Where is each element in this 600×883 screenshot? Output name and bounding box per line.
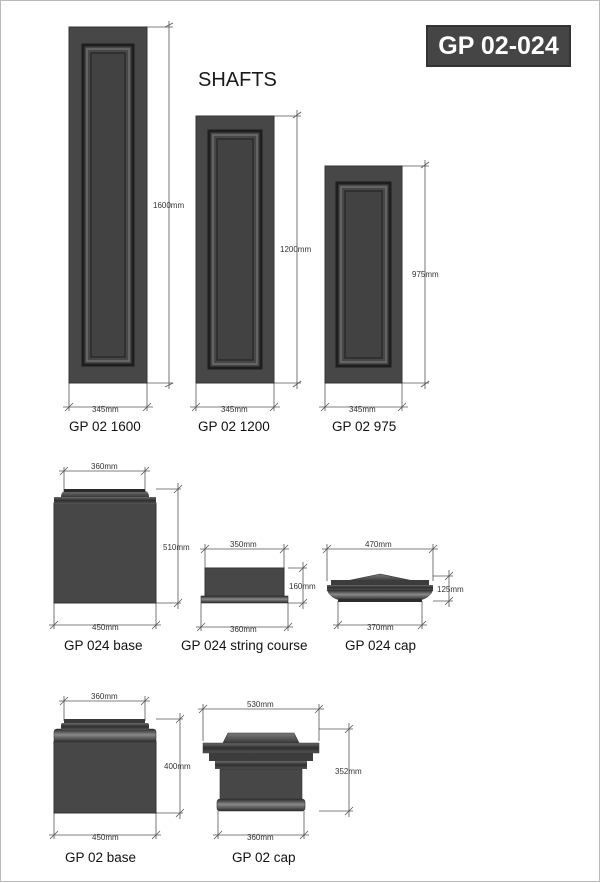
base-02-bottom-dim: 450mm (92, 833, 119, 842)
base-02-label: GP 02 base (65, 850, 137, 865)
shaft-1200-width-dim: 345mm (221, 405, 248, 414)
cap-024-bottom-dim: 370mm (367, 623, 394, 632)
string-course-bottom-dim: 360mm (230, 625, 257, 634)
cap-024-top-dim: 470mm (365, 540, 392, 549)
base-024-label: GP 024 base (64, 638, 143, 653)
string-course-024 (201, 568, 288, 603)
base-02-height-dim: 400mm (164, 762, 191, 771)
base-02-top-dim: 360mm (91, 692, 118, 701)
shaft-1600 (69, 27, 147, 383)
product-code-badge: GP 02-024 (426, 25, 571, 67)
cap-02-top-dim: 530mm (247, 700, 274, 709)
cap-02-height-dim: 352mm (335, 767, 362, 776)
shaft-975-label: GP 02 975 (332, 419, 397, 434)
shaft-1600-height-dim: 1600mm (153, 201, 185, 210)
string-course-height-dim: 160mm (289, 582, 316, 591)
cap-024 (327, 574, 433, 602)
shaft-975-height-dim: 975mm (412, 270, 439, 279)
base-02 (54, 719, 156, 813)
cap-02 (203, 733, 319, 811)
cap-024-label: GP 024 cap (345, 638, 417, 653)
shaft-975 (325, 166, 402, 383)
shaft-1600-label: GP 02 1600 (69, 419, 141, 434)
string-course-label: GP 024 string course (181, 638, 308, 653)
cap-02-bottom-dim: 360mm (247, 833, 274, 842)
section-heading: SHAFTS (198, 69, 277, 91)
cap-024-height-dim: 125mm (437, 585, 464, 594)
base-024-height-dim: 510mm (163, 543, 190, 552)
technical-drawing (1, 1, 600, 883)
shaft-1600-width-dim: 345mm (92, 405, 119, 414)
cap-02-label: GP 02 cap (232, 850, 296, 865)
base-024-top-dim: 360mm (91, 462, 118, 471)
shaft-1200-height-dim: 1200mm (280, 245, 312, 254)
shaft-975-width-dim: 345mm (349, 405, 376, 414)
base-024 (54, 489, 156, 603)
shaft-1200-label: GP 02 1200 (198, 419, 270, 434)
shaft-1200 (196, 116, 274, 383)
base-024-bottom-dim: 450mm (92, 623, 119, 632)
string-course-top-dim: 350mm (230, 540, 257, 549)
